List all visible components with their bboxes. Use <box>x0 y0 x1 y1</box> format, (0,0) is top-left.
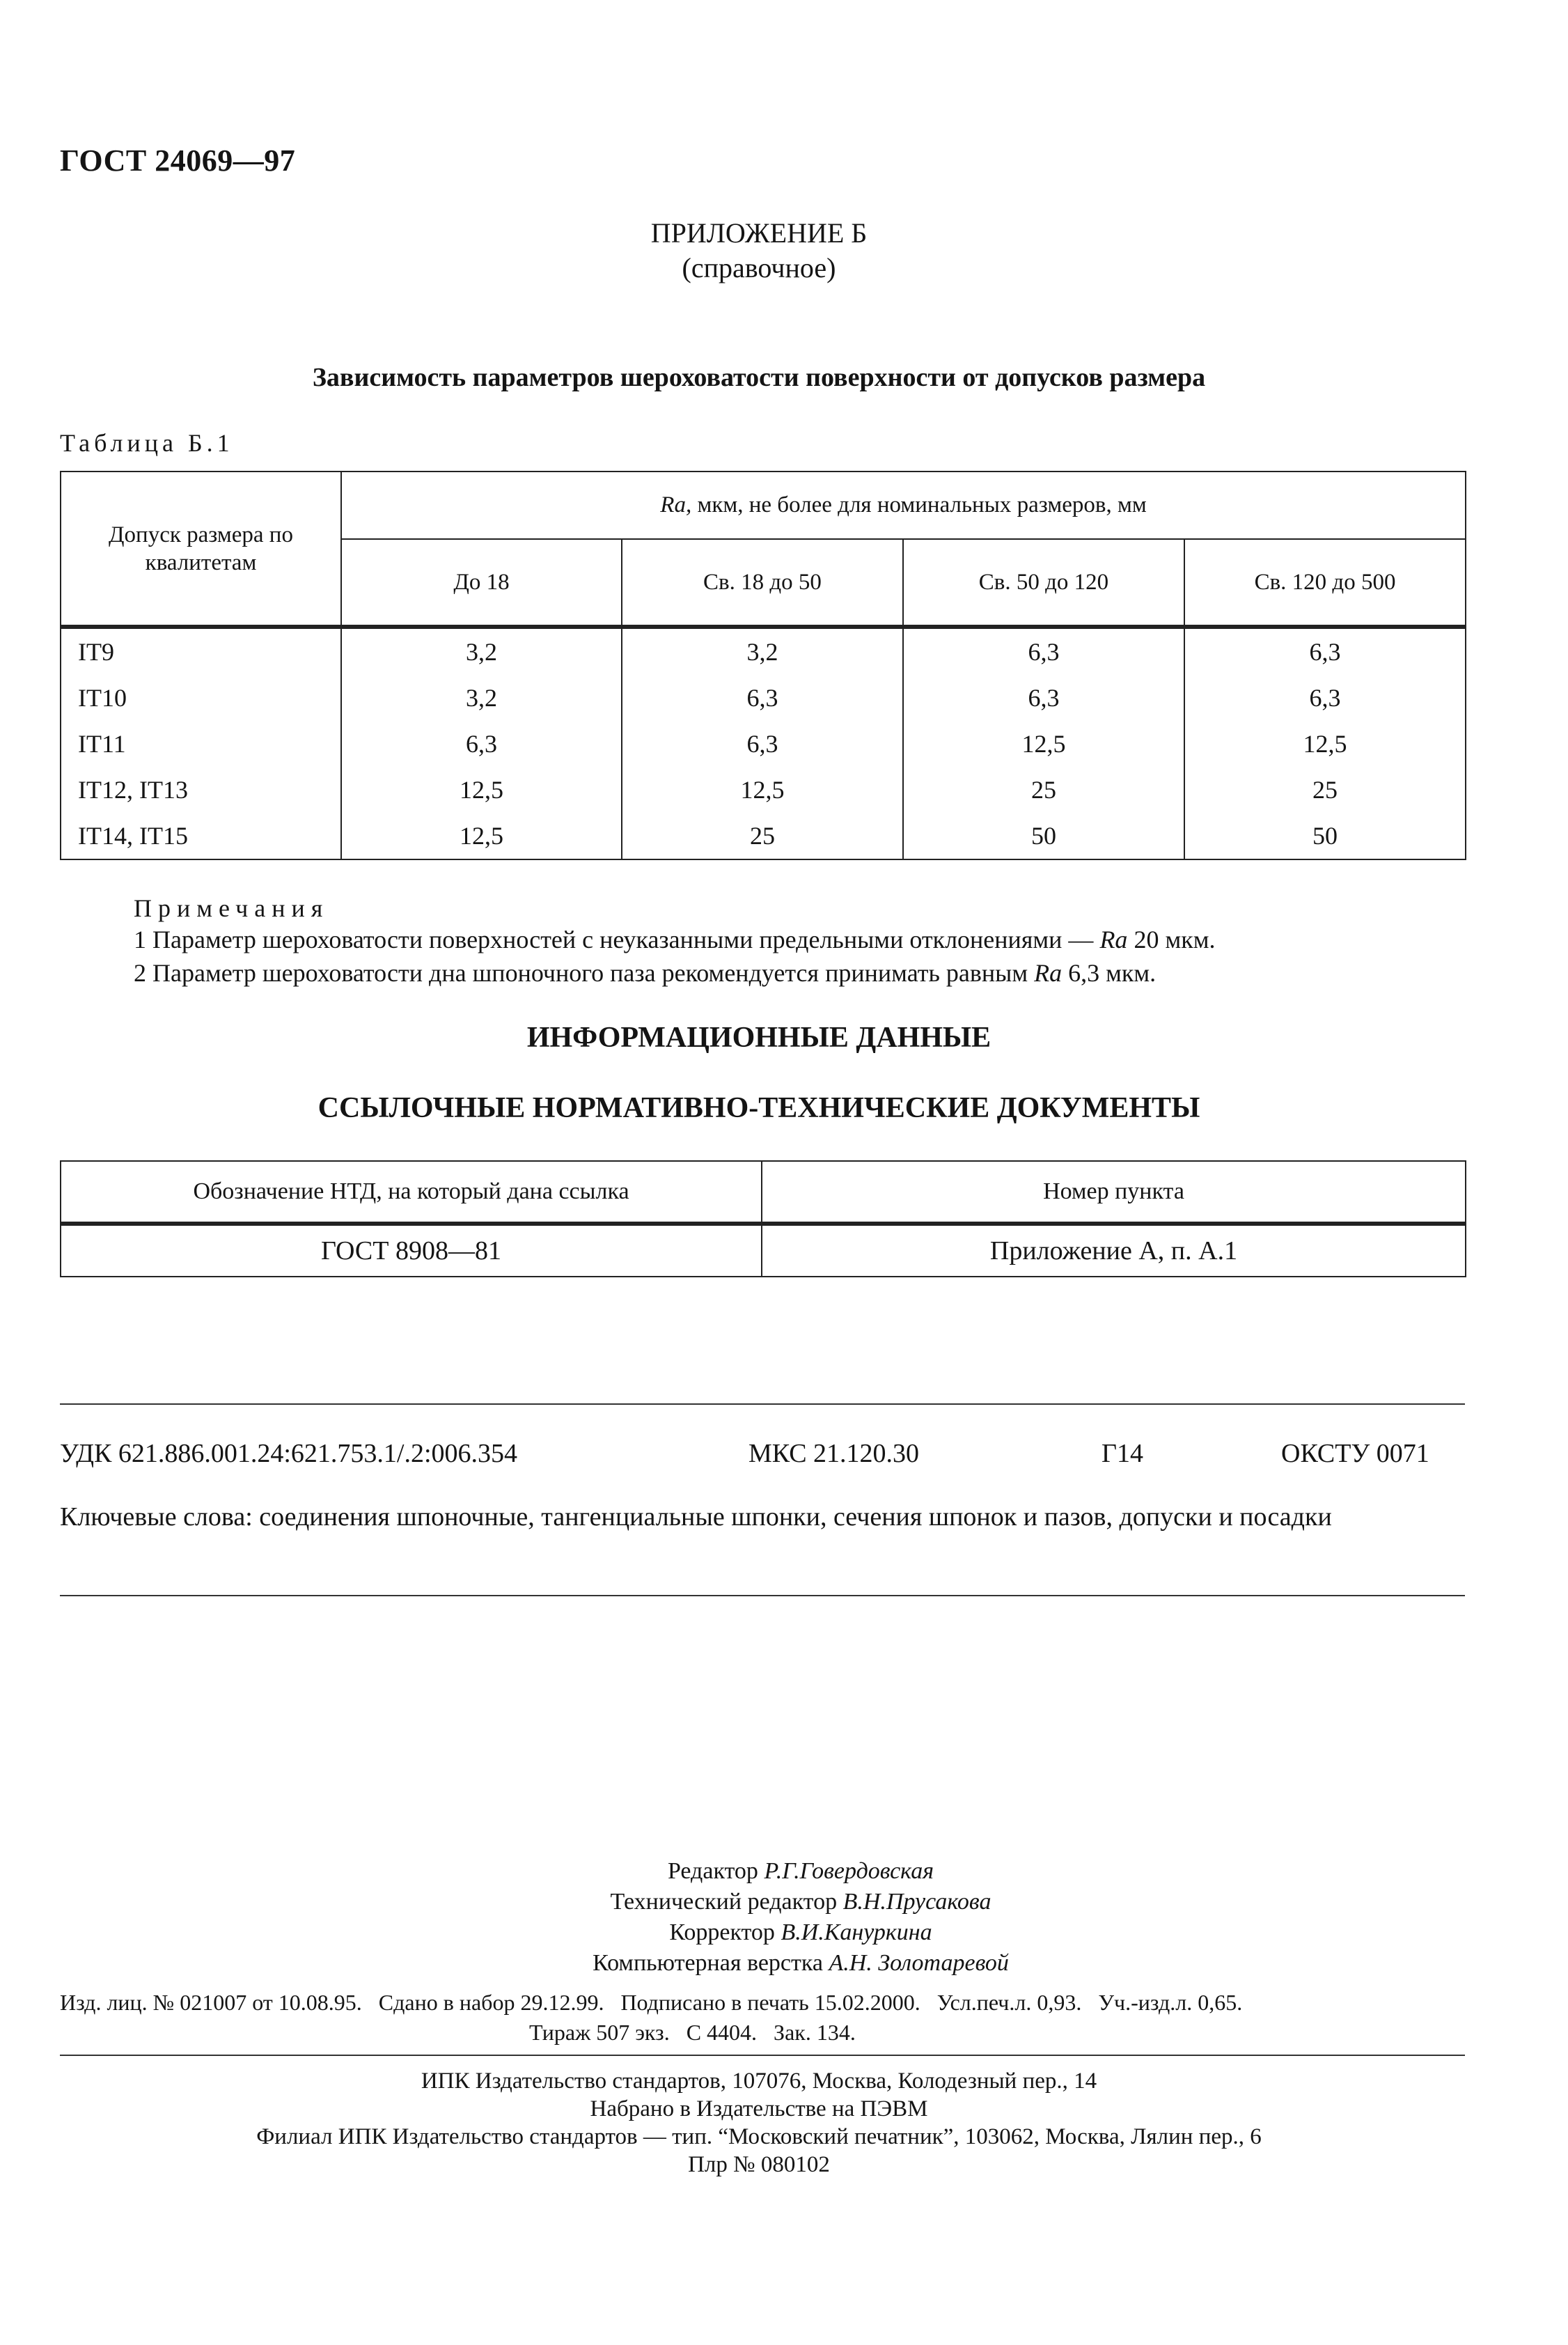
mks-code: МКС 21.120.30 <box>748 1439 920 1468</box>
publisher-line: Плр № 080102 <box>688 2152 830 2177</box>
roughness-table <box>60 471 1466 860</box>
divider <box>60 2055 1465 2056</box>
table-cell: 6,3 <box>341 721 622 767</box>
table-row <box>61 627 1466 675</box>
g-code: Г14 <box>1101 1439 1143 1468</box>
note-2-tail: 6,3 мкм. <box>1062 959 1157 987</box>
table-cell: 25 <box>1184 767 1466 813</box>
table-row <box>61 813 1466 859</box>
row-name: IT10 <box>61 675 341 721</box>
note-1 <box>134 925 1216 954</box>
note-2 <box>134 958 1156 988</box>
group-header-ra: Ra, <box>660 492 692 517</box>
row-name: IT11 <box>61 721 341 767</box>
table-cell: 12,5 <box>903 721 1184 767</box>
table-cell: 50 <box>903 813 1184 859</box>
group-header-text: мкм, не более для номинальных размеров, мм <box>691 492 1147 517</box>
table-cell: 50 <box>1184 813 1466 859</box>
row-name: IT12, IT13 <box>61 767 341 813</box>
publisher-line: ИПК Издательство стандартов, 107076, Москва, Колодезный пер., 14 <box>421 2069 1097 2094</box>
table-cell: 6,3 <box>622 675 903 721</box>
row-header-cell <box>61 472 341 627</box>
credit-name: В.И.Кануркина <box>781 1919 932 1945</box>
group-header <box>341 472 1466 539</box>
publishing-line-1: Изд. лиц. № 021007 от 10.08.95. Сдано в набор 29.12.99. Подписано в печать 15.02.2000. Усл.печ.л. 0,93. Уч.-изд.л. 0,65. <box>60 1990 1243 2015</box>
note-1-text: 1 Параметр шероховатости поверхностей с неуказанными предельными отклонениями — <box>134 926 1100 953</box>
credit-name: А.Н. Золотаревой <box>829 1950 1009 1976</box>
table-cell: 25 <box>903 767 1184 813</box>
note-2-text: 2 Параметр шероховатости дна шпоночного паза рекомендуется принимать равным <box>134 959 1035 987</box>
table-cell: 6,3 <box>903 627 1184 675</box>
publisher-info <box>0 2067 1518 2179</box>
divider <box>60 1595 1465 1596</box>
references-title: ССЫЛОЧНЫЕ НОРМАТИВНО-ТЕХНИЧЕСКИЕ ДОКУМЕНТЫ <box>317 1092 1200 1124</box>
credit-layout <box>0 1948 1518 1979</box>
row-name: IT14, IT15 <box>61 813 341 859</box>
note-1-tail: 20 мкм. <box>1127 926 1216 953</box>
table-cell: 12,5 <box>341 813 622 859</box>
table-cell: 25 <box>622 813 903 859</box>
table-cell: 6,3 <box>622 721 903 767</box>
table-cell: 3,2 <box>341 627 622 675</box>
okstu-code: ОКСТУ 0071 <box>1281 1439 1429 1468</box>
notes-heading: Примечания <box>134 894 329 922</box>
table-cell: 12,5 <box>1184 721 1466 767</box>
credit-tech-editor <box>0 1887 1518 1917</box>
divider <box>60 1403 1465 1405</box>
table-row <box>61 721 1466 767</box>
table-title: Зависимость параметров шероховатости поверхности от допусков размера <box>312 363 1206 392</box>
table-cell: 6,3 <box>1184 675 1466 721</box>
table-row <box>61 675 1466 721</box>
table-cell: 3,2 <box>622 627 903 675</box>
annex-subtitle: (справочное) <box>682 252 836 283</box>
credit-corrector <box>0 1917 1518 1948</box>
annex-heading <box>0 216 1518 286</box>
column-header: До 18 <box>341 539 622 627</box>
credit-label: Редактор <box>667 1858 758 1884</box>
publisher-line: Набрано в Издательстве на ПЭВМ <box>590 2096 928 2121</box>
credit-name: В.Н.Прусакова <box>842 1889 991 1915</box>
table-row <box>61 767 1466 813</box>
keywords: Ключевые слова: соединения шпоночные, тангенциальные шпонки, сечения шпонок и пазов, допуски и посадки <box>60 1502 1332 1532</box>
credit-label: Корректор <box>669 1919 775 1945</box>
column-header: Св. 120 до 500 <box>1184 539 1466 627</box>
credit-label: Компьютерная верстка <box>593 1950 823 1976</box>
annex-title: ПРИЛОЖЕНИЕ Б <box>650 217 868 249</box>
credits <box>0 1856 1518 1979</box>
info-title: ИНФОРМАЦИОННЫЕ ДАННЫЕ <box>526 1022 991 1054</box>
row-header: Допуск размера по квалитетам <box>109 522 293 575</box>
references-col2-value: Приложение А, п. А.1 <box>762 1224 1466 1277</box>
references-table <box>60 1160 1466 1277</box>
references-col2-header: Номер пункта <box>762 1161 1466 1224</box>
table-cell: 6,3 <box>1184 627 1466 675</box>
credit-editor <box>0 1856 1518 1887</box>
publishing-line-2: Тираж 507 экз. С 4404. Зак. 134. <box>529 2020 856 2045</box>
references-col1-header: Обозначение НТД, на который дана ссылка <box>61 1161 762 1224</box>
publisher-line: Филиал ИПК Издательство стандартов — тип. “Московский печатник”, 103062, Москва, Лялин пер., 6 <box>256 2124 1262 2149</box>
table-label: Таблица Б.1 <box>60 429 234 457</box>
column-header: Св. 18 до 50 <box>622 539 903 627</box>
table-cell: 3,2 <box>341 675 622 721</box>
note-1-ra: Ra <box>1099 926 1128 953</box>
document-code: ГОСТ 24069—97 <box>60 143 296 178</box>
table-cell: 6,3 <box>903 675 1184 721</box>
table-cell: 12,5 <box>341 767 622 813</box>
table-cell: 12,5 <box>622 767 903 813</box>
row-name: IT9 <box>61 627 341 675</box>
note-2-ra: Ra <box>1034 959 1063 987</box>
column-header: Св. 50 до 120 <box>903 539 1184 627</box>
udk-code: УДК 621.886.001.24:621.753.1/.2:006.354 <box>60 1439 518 1468</box>
references-col1-value: ГОСТ 8908—81 <box>61 1224 762 1277</box>
credit-label: Технический редактор <box>610 1889 838 1915</box>
credit-name: Р.Г.Говердовская <box>764 1858 934 1884</box>
